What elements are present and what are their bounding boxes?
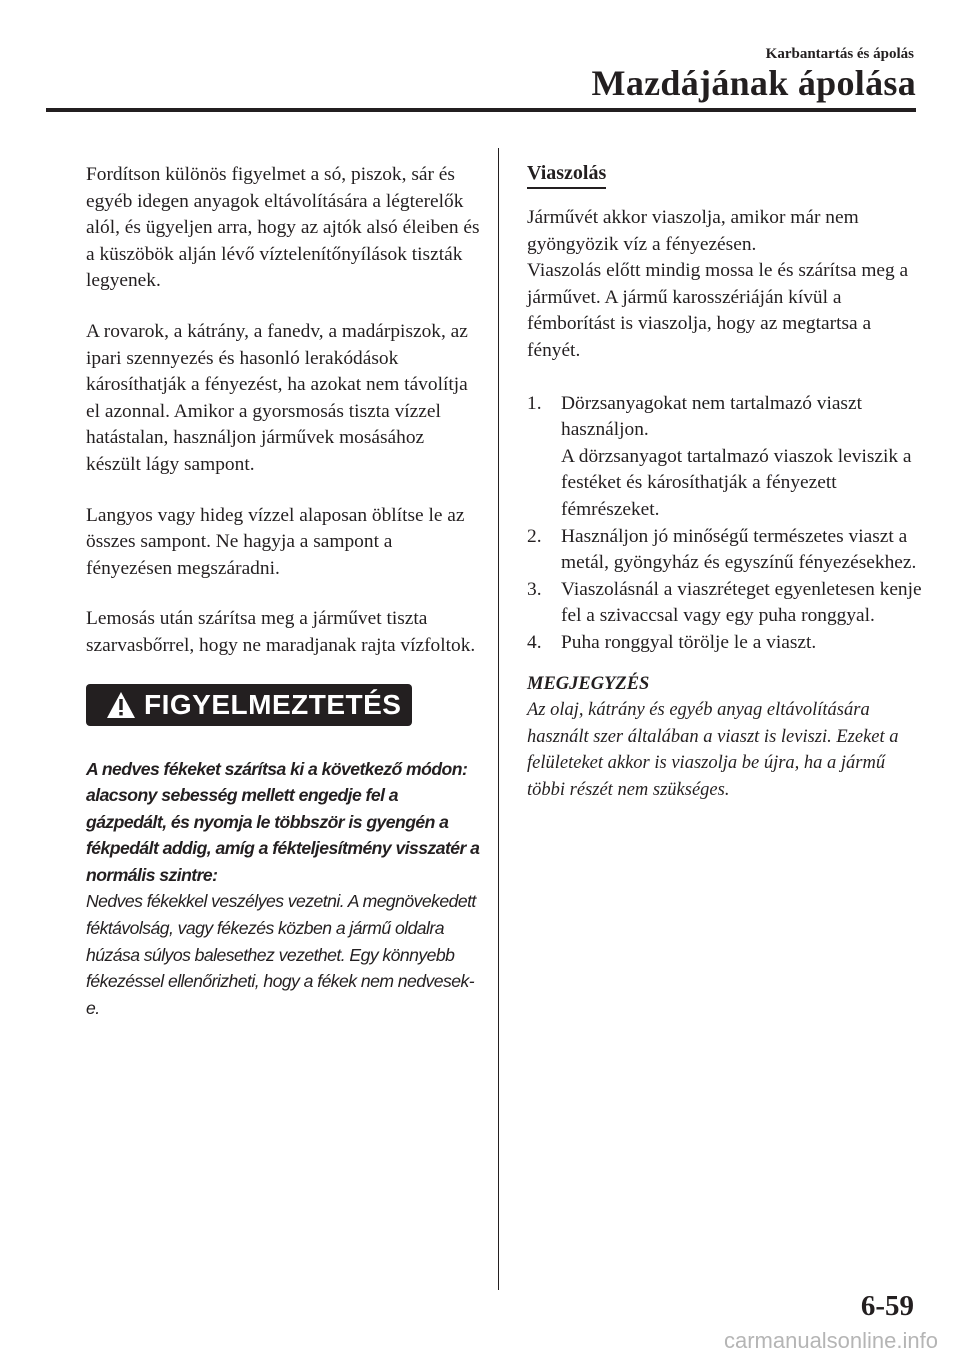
header-section-label: Karbantartás és ápolás xyxy=(765,46,914,62)
step-extra-text: A dörzsanyagot tartalmazó viaszok leviszik a festéket és károsíthatják a fényezett fémrészeket. xyxy=(561,445,912,520)
paragraph-wax-before: Viaszolás előtt mindig mossa le és szárítsa meg a járművet. A jármű karosszériáján kívül a fémborítást is viaszolja, hogy az megtartsa a fényét. xyxy=(527,260,909,361)
left-column xyxy=(86,162,482,1021)
paragraph-drain-holes: Fordítson különös figyelmet a só, piszok, sár és egyéb idegen anyagok eltávolítására a légterelők alól, és ügyeljen arra, hogy az ajtók alsó éleiben és a küszöbök alján lévő víztelenítőnyílások tiszták legyenek. xyxy=(86,164,480,292)
steps-list xyxy=(527,391,927,657)
watermark: carmanualsonline.info xyxy=(723,1328,938,1353)
step-body xyxy=(561,391,927,524)
column-divider xyxy=(498,148,499,1290)
header-rule xyxy=(46,108,916,112)
page-title: Mazdájának ápolása xyxy=(591,63,916,103)
step-number: 1. xyxy=(527,392,542,414)
list-item xyxy=(527,577,927,630)
paragraph-dry: Lemosás után szárítsa meg a járművet tiszta szarvasbőrrel, hogy ne maradjanak rajta vízfoltok. xyxy=(86,608,476,656)
warning-triangle-icon xyxy=(106,691,136,719)
warning-normal-text: Nedves fékekkel veszélyes vezetni. A megnövekedett féktávolság, vagy fékezés közben a jármű oldalra húzása súlyos balesethez vezethet. Egy könnyebb fékezéssel ellenőrizheti, hogy a fékek nem nedvesek-e. xyxy=(86,891,476,1018)
note-text: Az olaj, kátrány és egyéb anyag eltávolítására használt szer általában a viaszt is leviszi. Ezeket a felületeket akkor is viaszolja be újra, ha a jármű többi részét nem szükséges. xyxy=(527,700,899,800)
paragraph-rinse: Langyos vagy hideg vízzel alaposan öblítse le az összes sampont. Ne hagyja a sampont a fényezésen megszáradni. xyxy=(86,504,465,579)
paragraph-contaminants: A rovarok, a kátrány, a fanedv, a madárpiszok, az ipari szennyezés és hasonló lerakódások károsíthatják a fényezést, ha azokat nem távolítja el azonnal. Amikor a gyorsmosás tiszta vízzel hatástalan, használjon járművek mosásához készült lágy sampont. xyxy=(86,320,468,475)
paragraph-wax-when: Járművét akkor viaszolja, amikor már nem gyöngyözik víz a fényezésen. xyxy=(527,207,859,255)
warning-text xyxy=(86,756,482,1022)
step-number: 4. xyxy=(527,631,542,653)
warning-label: FIGYELMEZTETÉS xyxy=(144,688,402,720)
step-text: Dörzsanyagokat nem tartalmazó viaszt használjon. xyxy=(561,392,862,441)
note-title: MEGJEGYZÉS xyxy=(527,673,650,694)
step-number: 2. xyxy=(527,525,542,547)
note-block xyxy=(527,671,927,804)
warning-banner xyxy=(86,684,412,726)
right-column xyxy=(527,162,927,803)
step-text: Puha ronggyal törölje le a viaszt. xyxy=(561,631,817,653)
step-text: Viaszolásnál a viaszréteget egyenletesen kenje fel a szivaccsal vagy egy puha ronggyal. xyxy=(561,578,922,627)
list-item xyxy=(527,630,927,657)
warning-bold-text: A nedves fékeket szárítsa ki a következő módon: alacsony sebesség mellett engedje fel a gázpedált, és nyomja le többször is gyengén a fékpedált addig, amíg a fékteljesítmény visszatér a normális szintre: xyxy=(86,758,480,885)
section-heading-waxing: Viaszolás xyxy=(527,162,606,189)
list-item xyxy=(527,391,927,524)
step-text: Használjon jó minőségű természetes viaszt a metál, gyöngyház és egyszínű fényezésekhez. xyxy=(561,525,917,574)
page-number: 6-59 xyxy=(860,1290,914,1322)
step-number: 3. xyxy=(527,578,542,600)
list-item xyxy=(527,524,927,577)
